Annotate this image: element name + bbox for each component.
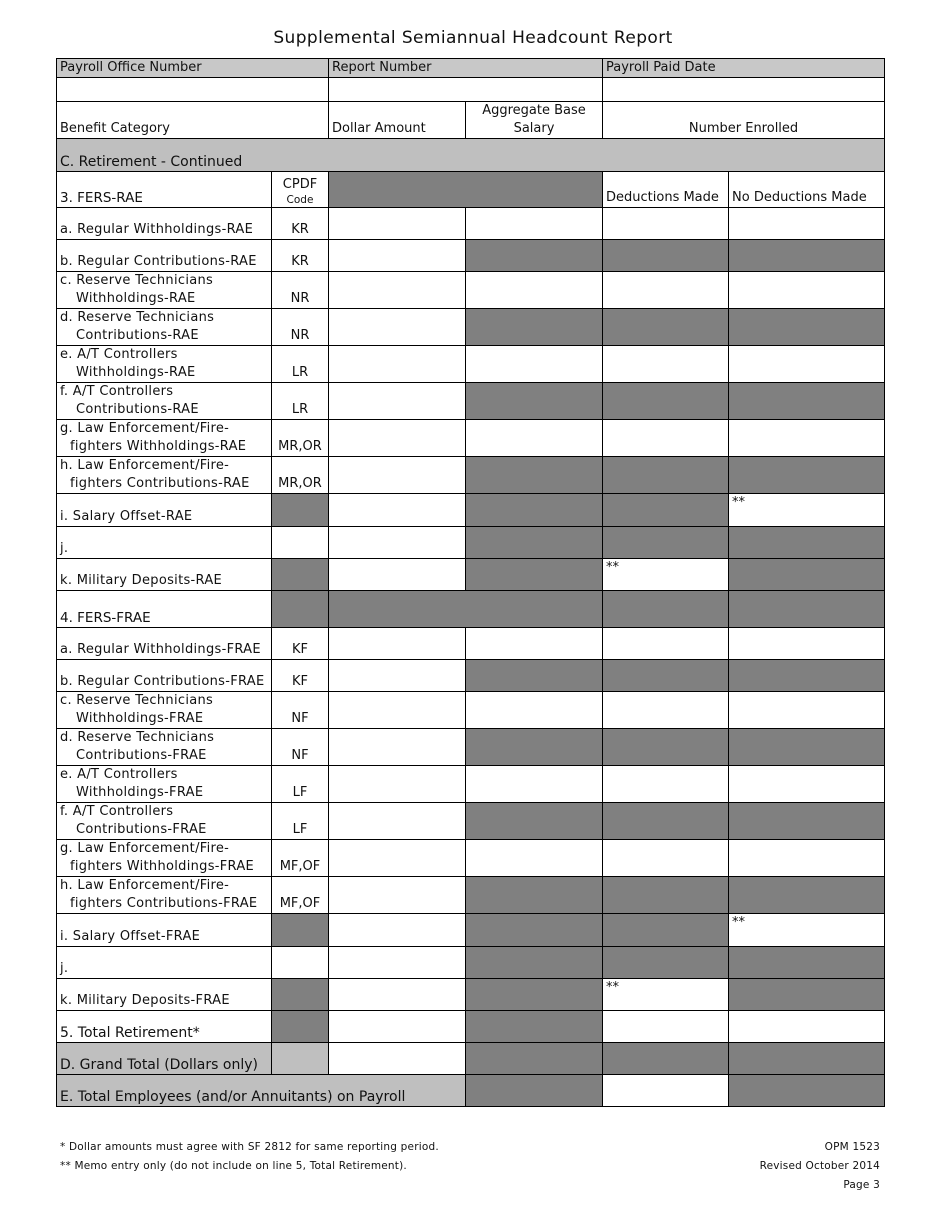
dollar-amount-header: Dollar Amount [329,102,466,139]
frae-row-c-deductions-field[interactable] [603,692,729,729]
benefit-category-header: Benefit Category [57,102,329,139]
rae-row-e-no-deductions-field[interactable] [729,346,885,383]
rae-row-f-label [57,383,272,420]
rae-row-c-dollar-field[interactable] [329,272,466,309]
frae-row-c-line1: c. Reserve Technicians [60,693,214,708]
shaded-cell [466,1043,603,1075]
payroll-office-number-field[interactable] [57,78,329,102]
rae-row-f-code: LR [272,383,329,420]
shaded-cell [466,803,603,840]
shaded-cell [466,309,603,346]
shaded-cell [603,729,729,766]
no-deductions-made-header: No Deductions Made [729,172,885,208]
shaded-cell [729,729,885,766]
frae-row-g-no-deductions-field[interactable] [729,840,885,877]
frae-row-f-dollar-field[interactable] [329,803,466,840]
frae-row-g-deductions-field[interactable] [603,840,729,877]
frae-row-k-memo-field[interactable]: ** [603,979,729,1011]
frae-row-b-dollar-field[interactable] [329,660,466,692]
shaded-cell [603,803,729,840]
frae-row-e-dollar-field[interactable] [329,766,466,803]
number-enrolled-header: Number Enrolled [603,102,885,139]
shaded-cell [729,803,885,840]
rae-row-k-label: k. Military Deposits-RAE [57,559,272,591]
shaded-cell [729,660,885,692]
frae-row-h-dollar-field[interactable] [329,877,466,914]
shaded-cell [729,591,885,628]
rae-row-d-code: NR [272,309,329,346]
rae-row-g-label [57,420,272,457]
rae-row-h-dollar-field[interactable] [329,457,466,494]
shaded-cell [603,457,729,494]
shaded-cell [466,660,603,692]
frae-row-f-line1: f. A/T Controllers [60,804,174,819]
frae-row-e-deductions-field[interactable] [603,766,729,803]
shaded-cell [603,1043,729,1075]
rae-row-b-label: b. Regular Contributions-RAE [57,240,272,272]
frae-row-d-line2: Contributions-FRAE [76,748,207,763]
frae-row-g-line2: fighters Withholdings-FRAE [70,859,255,874]
shaded-cell [729,309,885,346]
footnote-2 [60,1160,407,1172]
frae-row-i-memo-field[interactable]: ** [729,914,885,947]
page-title: Supplemental Semiannual Headcount Report [273,28,673,48]
shaded-cell [603,240,729,272]
shaded-cell [603,660,729,692]
rae-row-c-code: NR [272,272,329,309]
rae-row-a-code: KR [272,208,329,240]
page-number: Page 3 [843,1179,880,1191]
total-retirement-dollar-field[interactable] [329,1011,466,1043]
frae-row-j-dollar-field[interactable] [329,947,466,979]
payroll-office-number-label: Payroll Office Number [57,59,329,78]
rae-row-b-dollar-field[interactable] [329,240,466,272]
rae-row-h-code: MR,OR [272,457,329,494]
frae-row-g-salary-field[interactable] [466,840,603,877]
shaded-cell [329,172,603,208]
rae-row-h-line2: fighters Contributions-RAE [70,476,250,491]
footnote-2-text: Memo entry only (do not include on line 5, Total Retirement). [74,1160,407,1172]
rae-row-g-line2: fighters Withholdings-RAE [70,439,247,454]
shaded-cell [729,559,885,591]
rae-row-j-code-field[interactable] [272,527,329,559]
footnote-1 [60,1141,439,1153]
rae-row-f-line2: Contributions-RAE [76,402,199,417]
rae-row-a-deductions-field[interactable] [603,208,729,240]
frae-row-i-label: i. Salary Offset-FRAE [57,914,272,947]
shaded-cell [272,1011,329,1043]
total-employees-field[interactable] [603,1075,729,1107]
rae-row-a-dollar-field[interactable] [329,208,466,240]
shaded-cell [603,877,729,914]
frae-row-h-line1: h. Law Enforcement/Fire- [60,878,230,893]
frae-row-d-line1: d. Reserve Technicians [60,730,215,745]
revised-date: Revised October 2014 [759,1160,880,1172]
shaded-cell [466,527,603,559]
frae-row-b-label: b. Regular Contributions-FRAE [57,660,272,692]
code-label: Code [286,194,314,206]
frae-row-h-line2: fighters Contributions-FRAE [70,896,258,911]
shaded-cell [466,494,603,527]
rae-row-i-memo-field[interactable]: ** [729,494,885,527]
grand-total-dollar-field[interactable] [329,1043,466,1075]
grand-total-label: D. Grand Total (Dollars only) [57,1043,272,1075]
footnote-2-mark: ** [60,1160,71,1172]
rae-row-c-line1: c. Reserve Technicians [60,273,214,288]
rae-row-j-dollar-field[interactable] [329,527,466,559]
rae-row-h-label [57,457,272,494]
frae-row-b-code: KF [272,660,329,692]
frae-row-e-code: LF [272,766,329,803]
shaded-cell [729,1043,885,1075]
frae-row-k-dollar-field[interactable] [329,979,466,1011]
shaded-cell [272,559,329,591]
rae-row-e-line1: e. A/T Controllers [60,347,178,362]
rae-row-a-label: a. Regular Withholdings-RAE [57,208,272,240]
shaded-cell [729,947,885,979]
frae-row-f-line2: Contributions-FRAE [76,822,207,837]
frae-row-d-label [57,729,272,766]
report-number-label: Report Number [329,59,603,78]
rae-row-e-code: LR [272,346,329,383]
rae-row-i-dollar-field[interactable] [329,494,466,527]
frae-row-d-dollar-field[interactable] [329,729,466,766]
rae-row-c-line2: Withholdings-RAE [76,291,196,306]
deductions-made-header: Deductions Made [603,172,729,208]
shaded-cell [466,914,603,947]
shaded-cell [272,979,329,1011]
shaded-cell [729,457,885,494]
frae-row-e-no-deductions-field[interactable] [729,766,885,803]
shaded-cell [603,494,729,527]
rae-row-j-label: j. [57,527,272,559]
rae-row-f-line1: f. A/T Controllers [60,384,174,399]
shaded-cell [729,527,885,559]
rae-row-g-line1: g. Law Enforcement/Fire- [60,421,230,436]
rae-row-d-line2: Contributions-RAE [76,328,199,343]
rae-row-c-no-deductions-field[interactable] [729,272,885,309]
total-employees-label: E. Total Employees (and/or Annuitants) on Payroll [57,1075,466,1107]
shaded-cell [729,1075,885,1107]
shaded-cell [603,309,729,346]
frae-row-e-line2: Withholdings-FRAE [76,785,204,800]
frae-row-e-line1: e. A/T Controllers [60,767,178,782]
frae-row-c-line2: Withholdings-FRAE [76,711,204,726]
rae-row-k-dollar-field[interactable] [329,559,466,591]
frae-row-a-salary-field[interactable] [466,628,603,660]
shaded-cell [729,877,885,914]
rae-row-c-salary-field[interactable] [466,272,603,309]
frae-row-c-code: NF [272,692,329,729]
total-retirement-no-deductions-field[interactable] [729,1011,885,1043]
rae-row-g-dollar-field[interactable] [329,420,466,457]
frae-row-h-label [57,877,272,914]
frae-row-a-dollar-field[interactable] [329,628,466,660]
total-retirement-deductions-field[interactable] [603,1011,729,1043]
fers-rae-title: 3. FERS-RAE [57,172,272,208]
frae-row-c-salary-field[interactable] [466,692,603,729]
rae-row-e-label [57,346,272,383]
frae-row-a-label: a. Regular Withholdings-FRAE [57,628,272,660]
frae-row-f-code: LF [272,803,329,840]
rae-row-d-label [57,309,272,346]
aggregate-base-salary-line2: Salary [513,121,555,136]
rae-row-a-salary-field[interactable] [466,208,603,240]
rae-row-k-memo-field[interactable]: ** [603,559,729,591]
cpdf-label: CPDF [282,177,318,192]
shaded-cell [603,383,729,420]
frae-row-g-dollar-field[interactable] [329,840,466,877]
shaded-cell [603,947,729,979]
rae-row-c-label [57,272,272,309]
shaded-cell [466,729,603,766]
rae-row-i-label: i. Salary Offset-RAE [57,494,272,527]
frae-row-j-label: j. [57,947,272,979]
shaded-cell [272,494,329,527]
frae-row-h-code: MF,OF [272,877,329,914]
total-retirement-label: 5. Total Retirement* [57,1011,272,1043]
frae-row-g-code: MF,OF [272,840,329,877]
shaded-cell [729,383,885,420]
rae-row-e-salary-field[interactable] [466,346,603,383]
rae-row-h-line1: h. Law Enforcement/Fire- [60,458,230,473]
rae-row-e-line2: Withholdings-RAE [76,365,196,380]
shaded-cell [466,240,603,272]
footnote-1-mark: * [60,1141,66,1153]
cpdf-code-header [272,172,329,208]
shaded-cell [466,1011,603,1043]
frae-row-f-label [57,803,272,840]
section-c-heading: C. Retirement - Continued [57,139,885,172]
frae-row-g-line1: g. Law Enforcement/Fire- [60,841,230,856]
shaded-cell [466,457,603,494]
frae-row-g-label [57,840,272,877]
shaded-cell [272,1043,329,1075]
fers-frae-title: 4. FERS-FRAE [57,591,272,628]
rae-row-d-line1: d. Reserve Technicians [60,310,215,325]
aggregate-base-salary-line1: Aggregate Base [482,103,586,118]
shaded-cell [329,591,603,628]
frae-row-c-no-deductions-field[interactable] [729,692,885,729]
form-number: OPM 1523 [824,1141,880,1153]
shaded-cell [272,591,329,628]
frae-row-e-salary-field[interactable] [466,766,603,803]
rae-row-e-dollar-field[interactable] [329,346,466,383]
shaded-cell [603,527,729,559]
frae-row-k-label: k. Military Deposits-FRAE [57,979,272,1011]
footnote-1-text: Dollar amounts must agree with SF 2812 for same reporting period. [69,1141,439,1153]
payroll-paid-date-label: Payroll Paid Date [603,59,885,78]
rae-row-a-no-deductions-field[interactable] [729,208,885,240]
shaded-cell [603,591,729,628]
frae-row-c-dollar-field[interactable] [329,692,466,729]
rae-row-g-code: MR,OR [272,420,329,457]
aggregate-base-salary-header [466,102,603,139]
rae-row-c-deductions-field[interactable] [603,272,729,309]
shaded-cell [466,947,603,979]
frae-row-j-code-field[interactable] [272,947,329,979]
rae-row-g-salary-field[interactable] [466,420,603,457]
frae-row-c-label [57,692,272,729]
shaded-cell [729,979,885,1011]
shaded-cell [729,240,885,272]
frae-row-d-code: NF [272,729,329,766]
rae-row-f-dollar-field[interactable] [329,383,466,420]
frae-row-a-code: KF [272,628,329,660]
shaded-cell [466,559,603,591]
shaded-cell [603,914,729,947]
shaded-cell [466,979,603,1011]
frae-row-i-dollar-field[interactable] [329,914,466,947]
payroll-paid-date-field[interactable] [603,78,885,102]
frae-row-e-label [57,766,272,803]
rae-row-g-no-deductions-field[interactable] [729,420,885,457]
shaded-cell [466,1075,603,1107]
rae-row-g-deductions-field[interactable] [603,420,729,457]
headcount-report-table [56,58,885,1107]
frae-row-a-no-deductions-field[interactable] [729,628,885,660]
shaded-cell [272,914,329,947]
shaded-cell [466,383,603,420]
shaded-cell [466,877,603,914]
rae-row-d-dollar-field[interactable] [329,309,466,346]
rae-row-e-deductions-field[interactable] [603,346,729,383]
frae-row-a-deductions-field[interactable] [603,628,729,660]
report-number-field[interactable] [329,78,603,102]
rae-row-b-code: KR [272,240,329,272]
